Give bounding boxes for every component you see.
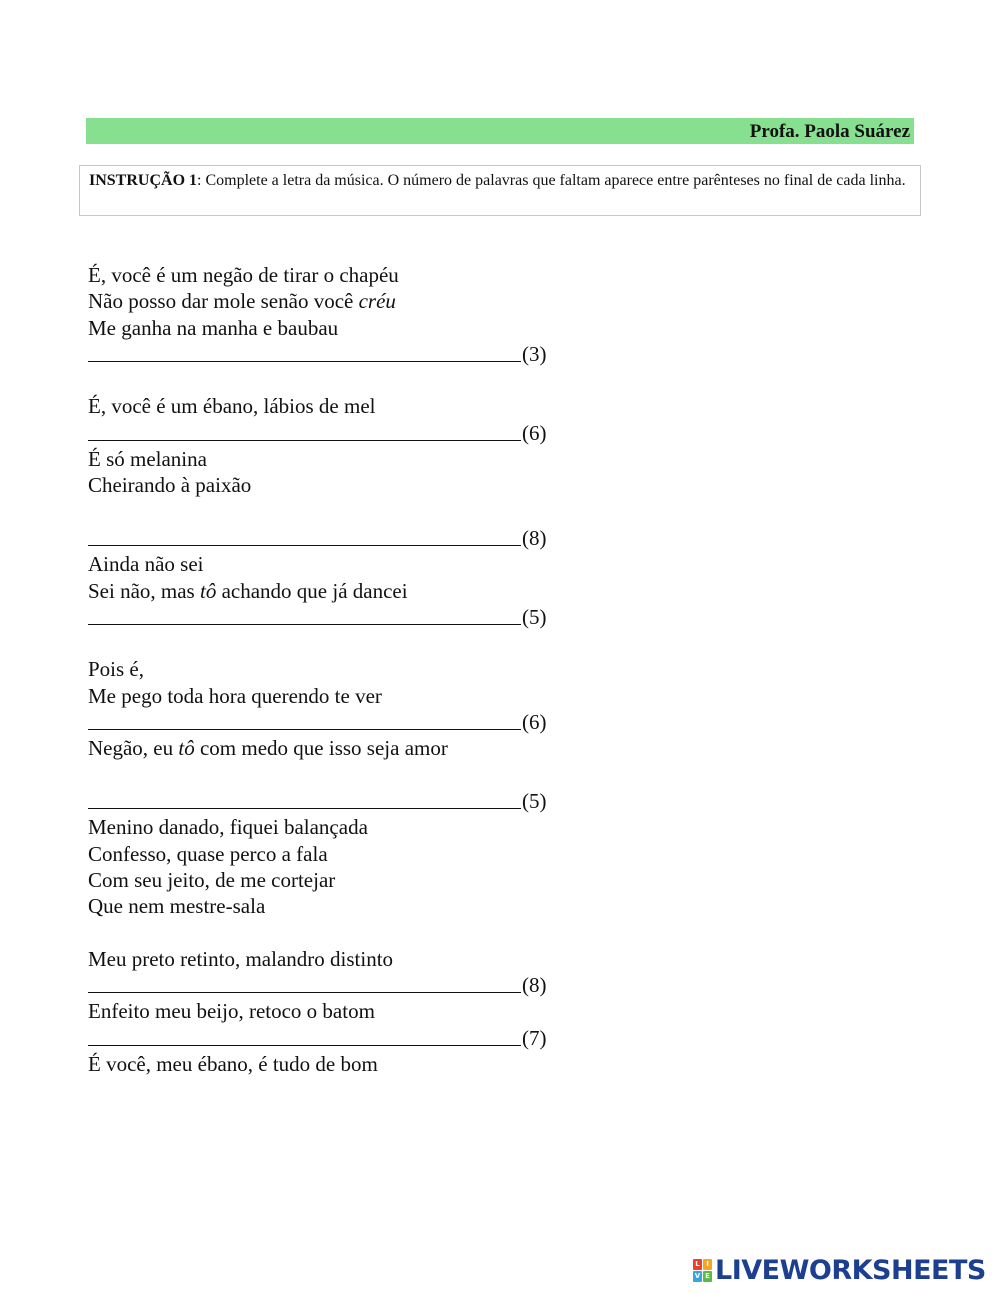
- instruction-text: : Complete a letra da música. O número de palavras que faltam aparece entre parênteses no final de cada linha.: [197, 172, 906, 189]
- lyric-italic: tô: [199, 578, 217, 603]
- lyric-line: [88, 578, 558, 604]
- missing-word-count: (6): [522, 420, 547, 445]
- lyric-line: Confesso, quase perco a fala: [88, 841, 328, 866]
- logo-block: I: [703, 1259, 712, 1270]
- lyric-line: Enfeito meu beijo, retoco o batom: [88, 999, 375, 1024]
- logo-text: LIVEWORKSHEETS: [715, 1254, 986, 1286]
- lyric-line: Meu preto retinto, malandro distinto: [88, 946, 394, 971]
- fill-blank-line[interactable]: [88, 341, 558, 367]
- blank-underline[interactable]: [88, 360, 521, 362]
- logo-block: V: [694, 1271, 701, 1280]
- teacher-name: Profa. Paola Suárez: [749, 121, 910, 142]
- blank-underline[interactable]: [88, 439, 521, 441]
- blank-underline[interactable]: [88, 807, 521, 809]
- missing-word-count: (3): [522, 341, 547, 366]
- lyric-line: Menino danado, fiquei balançada: [88, 815, 368, 840]
- missing-word-count: (5): [522, 604, 547, 629]
- lyric-italic: tô: [178, 736, 195, 761]
- blank-underline[interactable]: [88, 623, 521, 625]
- lyric-line: [88, 735, 558, 761]
- lyric-line: Que nem mestre-sala: [88, 894, 266, 919]
- lyric-line: Ainda não sei: [88, 552, 204, 577]
- fill-blank-line[interactable]: [88, 525, 558, 551]
- missing-word-count: (8): [522, 525, 547, 550]
- lyric-line: É você, meu ébano, é tudo de bom: [88, 1051, 378, 1076]
- lyric-line: É só melanina: [88, 447, 207, 472]
- lyrics-block: [88, 262, 558, 1077]
- blank-underline[interactable]: [88, 728, 521, 730]
- lyric-text: Não posso dar mole senão você: [88, 289, 359, 314]
- lyric-text: com medo que isso seja amor: [194, 736, 448, 761]
- instruction-box: [79, 165, 921, 216]
- fill-blank-line[interactable]: [88, 1025, 558, 1051]
- fill-blank-line[interactable]: [88, 604, 558, 630]
- fill-blank-line[interactable]: [88, 788, 558, 814]
- teacher-header-bar: [86, 118, 914, 144]
- lyric-line: Pois é,: [88, 657, 145, 682]
- lyric-text: Negão, eu: [88, 736, 179, 761]
- lyric-line: É, você é um ébano, lábios de mel: [88, 394, 376, 419]
- missing-word-count: (6): [522, 710, 547, 735]
- liveworksheets-logo: [693, 1255, 986, 1285]
- lyric-line: Me pego toda hora querendo te ver: [88, 683, 382, 708]
- blank-underline[interactable]: [88, 544, 521, 546]
- fill-blank-line[interactable]: [88, 972, 558, 998]
- logo-icon: [693, 1259, 712, 1282]
- missing-word-count: (5): [522, 788, 547, 813]
- logo-block: L: [693, 1259, 702, 1270]
- missing-word-count: (7): [522, 1025, 547, 1050]
- lyric-line: Com seu jeito, de me cortejar: [88, 867, 336, 892]
- instruction-label: INSTRUÇÃO 1: [89, 172, 198, 189]
- missing-word-count: (8): [522, 973, 547, 998]
- blank-underline[interactable]: [88, 1044, 521, 1046]
- lyric-text: achando que já dancei: [216, 578, 408, 603]
- lyric-line: É, você é um negão de tirar o chapéu: [88, 263, 399, 287]
- blank-underline[interactable]: [88, 991, 521, 993]
- lyric-italic: créu: [358, 289, 396, 314]
- lyric-line: Cheirando à paixão: [88, 473, 252, 498]
- lyric-line: Me ganha na manha e baubau: [88, 315, 339, 340]
- fill-blank-line[interactable]: [88, 709, 558, 735]
- lyric-line: [88, 288, 558, 314]
- logo-block: E: [703, 1271, 712, 1282]
- fill-blank-line[interactable]: [88, 420, 558, 446]
- lyric-text: Sei não, mas: [88, 578, 200, 603]
